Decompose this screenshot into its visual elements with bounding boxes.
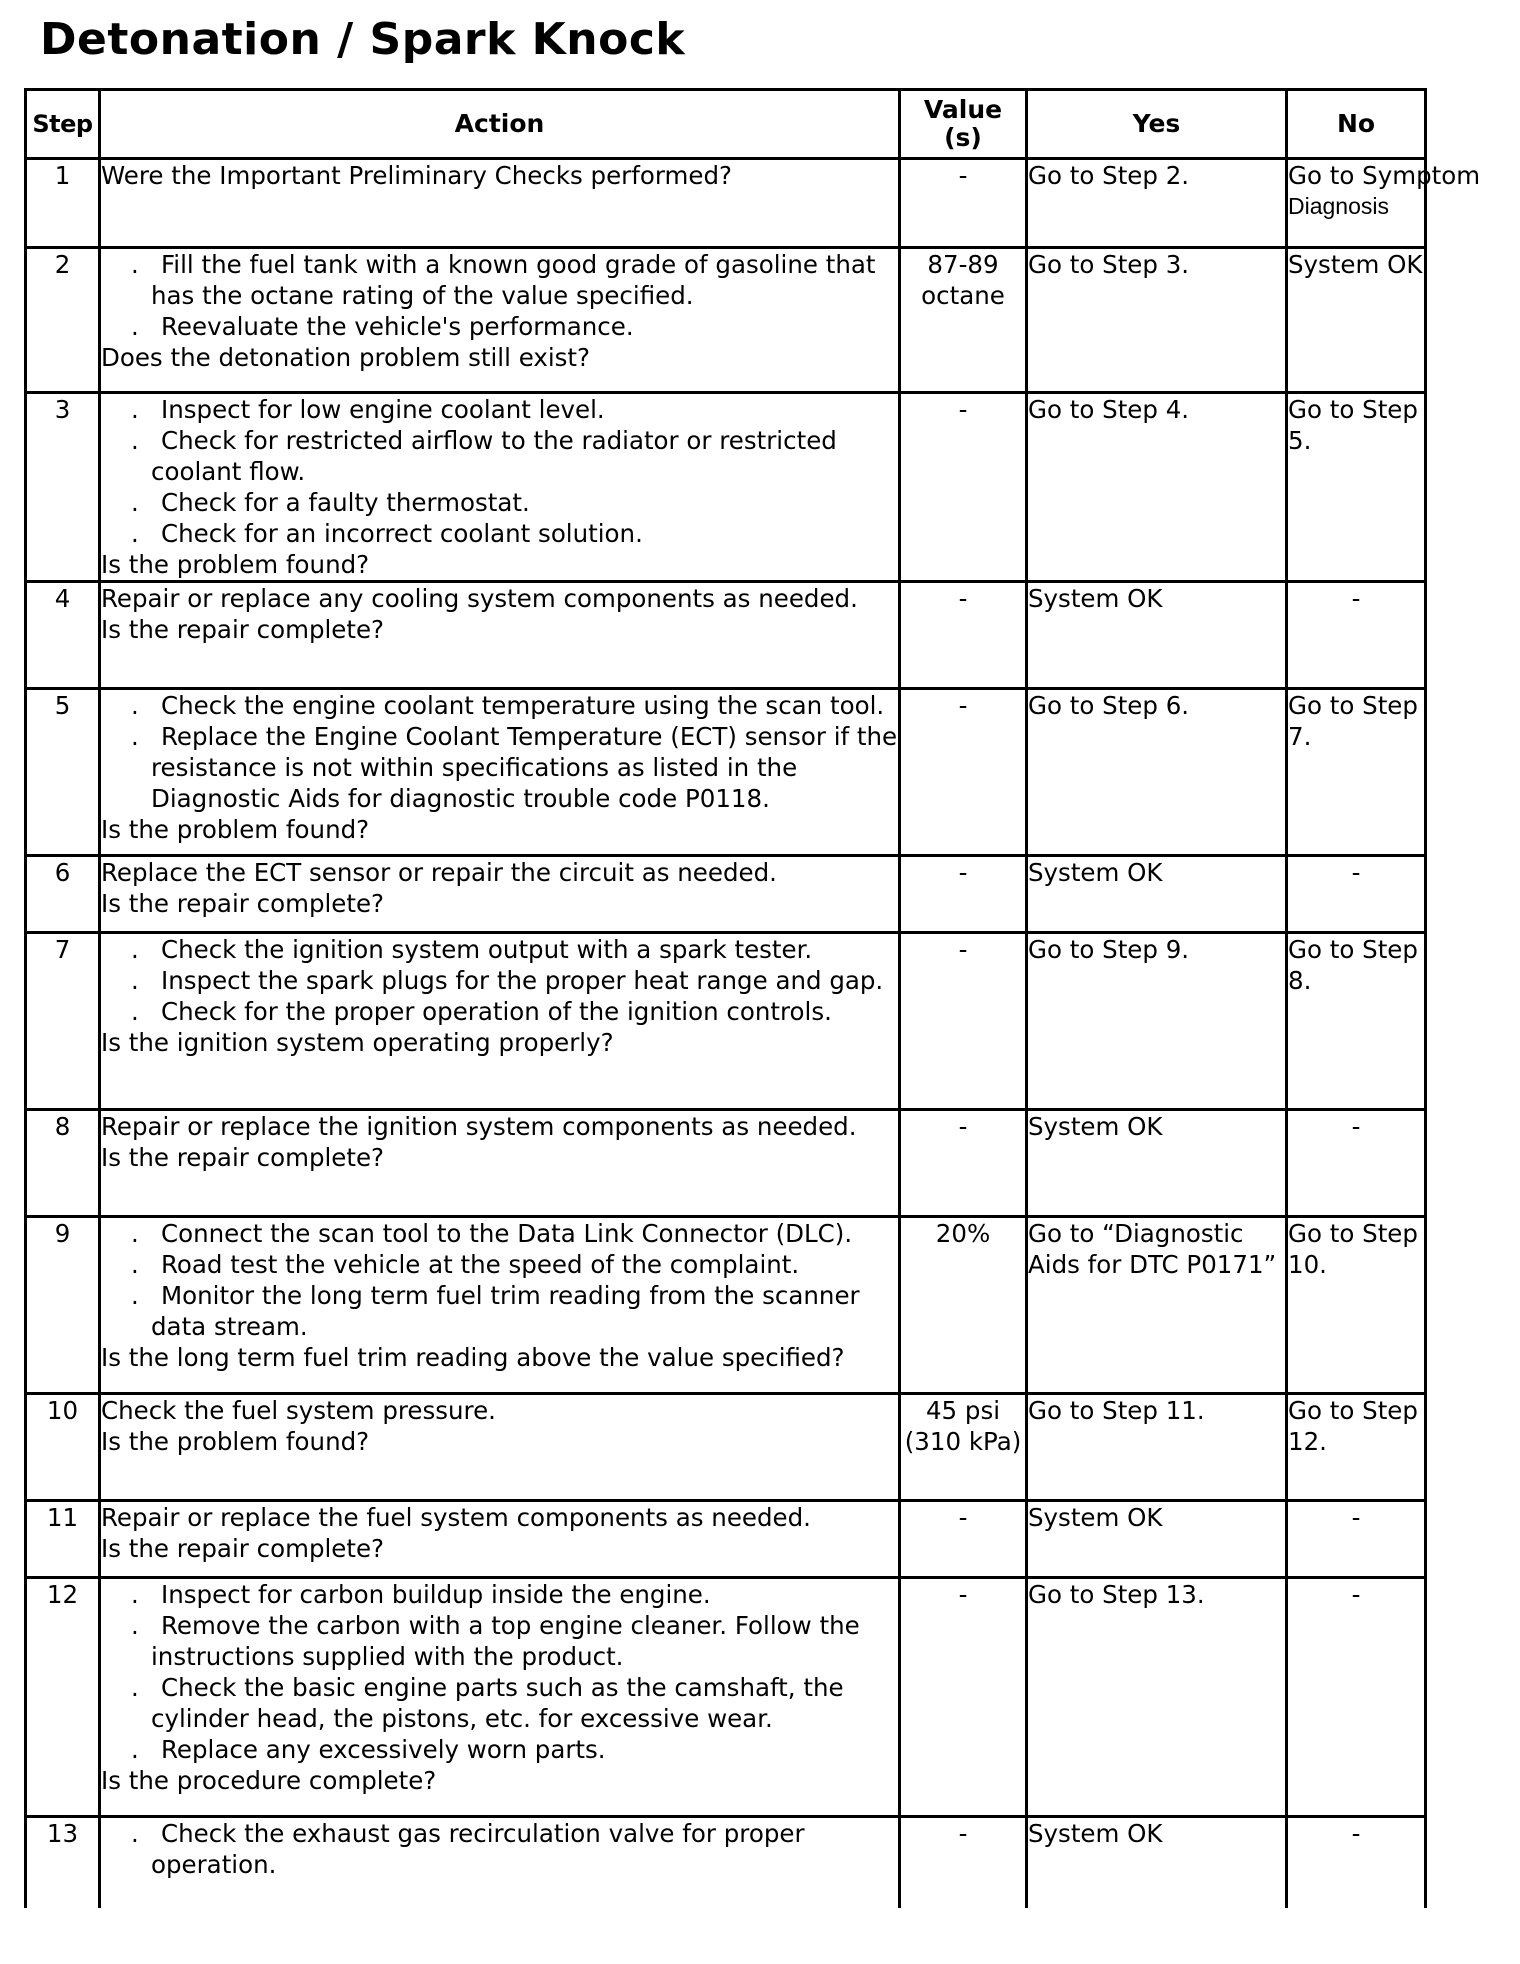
bullet-dot-icon: . xyxy=(131,1219,139,1248)
bullet-dot-icon: . xyxy=(131,997,139,1026)
value-cell: - xyxy=(900,1501,1027,1578)
action-bullet-text: Reevaluate the vehicle's performance. xyxy=(161,312,634,341)
action-bullet-text: Remove the carbon with a top engine cleaner. Follow the instructions supplied with the product. xyxy=(151,1611,860,1671)
action-cell xyxy=(100,248,900,393)
yes-cell: System OK xyxy=(1027,1501,1287,1578)
action-question: Is the problem found? xyxy=(101,550,370,579)
action-cell xyxy=(100,856,900,933)
action-bullet-text: Replace the Engine Coolant Temperature (ECT) sensor if the resistance is not within specifications as listed in the Diagnostic Aids for diagnostic trouble code P0118. xyxy=(151,722,898,813)
bullet-dot-icon: . xyxy=(131,1250,139,1279)
action-bullet xyxy=(101,1818,898,1880)
table-row xyxy=(26,933,1426,1110)
bullet-dot-icon: . xyxy=(131,426,139,455)
action-bullet-text: Monitor the long term fuel trim reading from the scanner data stream. xyxy=(151,1281,860,1341)
table-body xyxy=(26,159,1481,1909)
no-cell: - xyxy=(1287,1501,1426,1578)
step-number: 9 xyxy=(26,1217,100,1394)
action-bullet xyxy=(101,1280,898,1342)
yes-cell: System OK xyxy=(1027,856,1287,933)
value-cell: - xyxy=(900,582,1027,689)
action-bullet xyxy=(101,311,898,342)
action-question-secondary: Is the repair complete? xyxy=(101,889,385,918)
header-step: Step xyxy=(26,90,100,159)
action-question: Is the long term fuel trim reading above the value specified? xyxy=(101,1343,845,1372)
action-question-secondary: Is the problem found? xyxy=(101,1427,370,1456)
no-cell-text: Go to Symptom xyxy=(1288,161,1481,190)
bullet-dot-icon: . xyxy=(131,519,139,548)
action-bullet-text: Connect the scan tool to the Data Link Connector (DLC). xyxy=(161,1219,853,1248)
action-bullet xyxy=(101,1610,898,1672)
action-bullet-text: Road test the vehicle at the speed of the complaint. xyxy=(161,1250,800,1279)
table-row xyxy=(26,248,1426,393)
page-title: Detonation / Spark Knock xyxy=(40,14,686,65)
no-cell: - xyxy=(1287,1110,1426,1217)
diagnostic-table xyxy=(24,88,1481,1908)
yes-cell: Go to Step 13. xyxy=(1027,1578,1287,1817)
action-question: Check the fuel system pressure. xyxy=(101,1396,496,1425)
table-row xyxy=(26,1394,1426,1501)
yes-cell: Go to Step 9. xyxy=(1027,933,1287,1110)
bullet-dot-icon: . xyxy=(131,1580,139,1609)
yes-cell: Go to Step 11. xyxy=(1027,1394,1287,1501)
bullet-dot-icon: . xyxy=(131,1735,139,1764)
action-bullet-text: Check the exhaust gas recirculation valve for proper operation. xyxy=(151,1819,805,1879)
table-row xyxy=(26,689,1426,856)
action-cell xyxy=(100,582,900,689)
value-cell: 20% xyxy=(900,1217,1027,1394)
action-bullet-text: Check for an incorrect coolant solution. xyxy=(161,519,643,548)
table-row xyxy=(26,856,1426,933)
no-cell: System OK xyxy=(1287,248,1426,393)
action-question-secondary: Is the repair complete? xyxy=(101,615,385,644)
action-question-secondary: Is the repair complete? xyxy=(101,1534,385,1563)
action-cell xyxy=(100,689,900,856)
value-cell: - xyxy=(900,933,1027,1110)
value-cell: - xyxy=(900,1110,1027,1217)
no-cell: Go to Step 12. xyxy=(1287,1394,1426,1501)
header-yes: Yes xyxy=(1027,90,1287,159)
action-bullet-text: Check for restricted airflow to the radiator or restricted coolant flow. xyxy=(151,426,837,486)
table-row xyxy=(26,159,1426,248)
yes-cell: Go to Step 3. xyxy=(1027,248,1287,393)
yes-cell: System OK xyxy=(1027,1817,1287,1909)
yes-cell: Go to Step 4. xyxy=(1027,393,1287,582)
action-bullet xyxy=(101,1579,898,1610)
header-action: Action xyxy=(100,90,900,159)
step-number: 2 xyxy=(26,248,100,393)
yes-cell: Go to Step 6. xyxy=(1027,689,1287,856)
table-header-row xyxy=(26,90,1426,159)
header-no: No xyxy=(1287,90,1426,159)
action-bullet-text: Inspect for low engine coolant level. xyxy=(161,395,605,424)
yes-cell: Go to Step 2. xyxy=(1027,159,1287,248)
step-number: 10 xyxy=(26,1394,100,1501)
action-cell xyxy=(100,1817,900,1909)
action-bullet-text: Check for a faulty thermostat. xyxy=(161,488,530,517)
value-cell: 45 psi (310 kPa) xyxy=(900,1394,1027,1501)
action-bullet-text: Inspect the spark plugs for the proper heat range and gap. xyxy=(161,966,884,995)
no-cell: - xyxy=(1287,582,1426,689)
step-number: 7 xyxy=(26,933,100,1110)
action-cell xyxy=(100,933,900,1110)
action-cell xyxy=(100,159,900,248)
no-cell: Go to Step 10. xyxy=(1287,1217,1426,1394)
action-bullet-text: Check for the proper operation of the ignition controls. xyxy=(161,997,832,1026)
action-bullet xyxy=(101,721,898,814)
action-bullet xyxy=(101,965,898,996)
action-bullet xyxy=(101,690,898,721)
value-cell: - xyxy=(900,1817,1027,1909)
step-number: 4 xyxy=(26,582,100,689)
action-bullet xyxy=(101,1218,898,1249)
bullet-dot-icon: . xyxy=(131,1819,139,1848)
value-cell: - xyxy=(900,689,1027,856)
bullet-dot-icon: . xyxy=(131,722,139,751)
step-number: 1 xyxy=(26,159,100,248)
no-cell: - xyxy=(1287,856,1426,933)
no-cell: - xyxy=(1287,1578,1426,1817)
step-number: 12 xyxy=(26,1578,100,1817)
action-bullet-text: Check the engine coolant temperature using the scan tool. xyxy=(161,691,885,720)
table-row xyxy=(26,393,1426,582)
action-bullet-text: Fill the fuel tank with a known good grade of gasoline that has the octane rating of the value specified. xyxy=(151,250,876,310)
step-number: 6 xyxy=(26,856,100,933)
action-cell xyxy=(100,1110,900,1217)
no-cell: Go to Step 7. xyxy=(1287,689,1426,856)
action-bullet-text: Check the ignition system output with a spark tester. xyxy=(161,935,813,964)
bullet-dot-icon: . xyxy=(131,395,139,424)
value-cell: - xyxy=(900,856,1027,933)
bullet-dot-icon: . xyxy=(131,1281,139,1310)
table-row xyxy=(26,1501,1426,1578)
bullet-dot-icon: . xyxy=(131,691,139,720)
no-cell: Go to Step 8. xyxy=(1287,933,1426,1110)
step-number: 8 xyxy=(26,1110,100,1217)
action-question: Does the detonation problem still exist? xyxy=(101,343,591,372)
action-question: Is the problem found? xyxy=(101,815,370,844)
no-cell: Go to Step 5. xyxy=(1287,393,1426,582)
step-number: 11 xyxy=(26,1501,100,1578)
bullet-dot-icon: . xyxy=(131,966,139,995)
bullet-dot-icon: . xyxy=(131,935,139,964)
step-number: 5 xyxy=(26,689,100,856)
action-bullet xyxy=(101,249,898,311)
bullet-dot-icon: . xyxy=(131,250,139,279)
step-number: 3 xyxy=(26,393,100,582)
action-bullet xyxy=(101,1734,898,1765)
action-bullet-text: Inspect for carbon buildup inside the engine. xyxy=(161,1580,711,1609)
action-bullet xyxy=(101,425,898,487)
action-cell xyxy=(100,1217,900,1394)
action-cell xyxy=(100,1578,900,1817)
yes-cell: Go to “Diagnostic Aids for DTC P0171” xyxy=(1027,1217,1287,1394)
value-cell: - xyxy=(900,159,1027,248)
action-question: Were the Important Preliminary Checks performed? xyxy=(101,161,733,190)
action-cell xyxy=(100,1501,900,1578)
action-bullet-text: Check the basic engine parts such as the camshaft, the cylinder head, the pistons, etc. for excessive wear. xyxy=(151,1673,844,1733)
table-row xyxy=(26,1817,1426,1909)
bullet-dot-icon: . xyxy=(131,312,139,341)
action-bullet xyxy=(101,1672,898,1734)
value-cell: - xyxy=(900,1578,1027,1817)
action-question: Repair or replace any cooling system components as needed. xyxy=(101,584,858,613)
action-question: Repair or replace the ignition system components as needed. xyxy=(101,1112,857,1141)
action-bullet xyxy=(101,934,898,965)
bullet-dot-icon: . xyxy=(131,1673,139,1702)
step-number: 13 xyxy=(26,1817,100,1909)
no-cell-subtext: Diagnosis xyxy=(1288,193,1389,219)
value-cell: 87-89 octane xyxy=(900,248,1027,393)
action-bullet xyxy=(101,394,898,425)
action-question: Is the procedure complete? xyxy=(101,1766,437,1795)
action-question: Replace the ECT sensor or repair the circuit as needed. xyxy=(101,858,777,887)
action-question: Is the ignition system operating properly? xyxy=(101,1028,614,1057)
bullet-dot-icon: . xyxy=(131,488,139,517)
action-question-secondary: Is the repair complete? xyxy=(101,1143,385,1172)
yes-cell: System OK xyxy=(1027,582,1287,689)
table-row xyxy=(26,1217,1426,1394)
table-row xyxy=(26,1578,1426,1817)
yes-cell: System OK xyxy=(1027,1110,1287,1217)
action-bullet-text: Replace any excessively worn parts. xyxy=(161,1735,606,1764)
action-bullet xyxy=(101,1249,898,1280)
action-cell xyxy=(100,1394,900,1501)
no-cell: - xyxy=(1287,1817,1426,1909)
value-cell: - xyxy=(900,393,1027,582)
bullet-dot-icon: . xyxy=(131,1611,139,1640)
header-value: Value (s) xyxy=(900,90,1027,159)
table-row xyxy=(26,582,1426,689)
action-question: Repair or replace the fuel system components as needed. xyxy=(101,1503,811,1532)
action-cell xyxy=(100,393,900,582)
no-cell xyxy=(1287,159,1481,248)
action-bullet xyxy=(101,518,898,549)
table-row xyxy=(26,1110,1426,1217)
action-bullet xyxy=(101,487,898,518)
action-bullet xyxy=(101,996,898,1027)
